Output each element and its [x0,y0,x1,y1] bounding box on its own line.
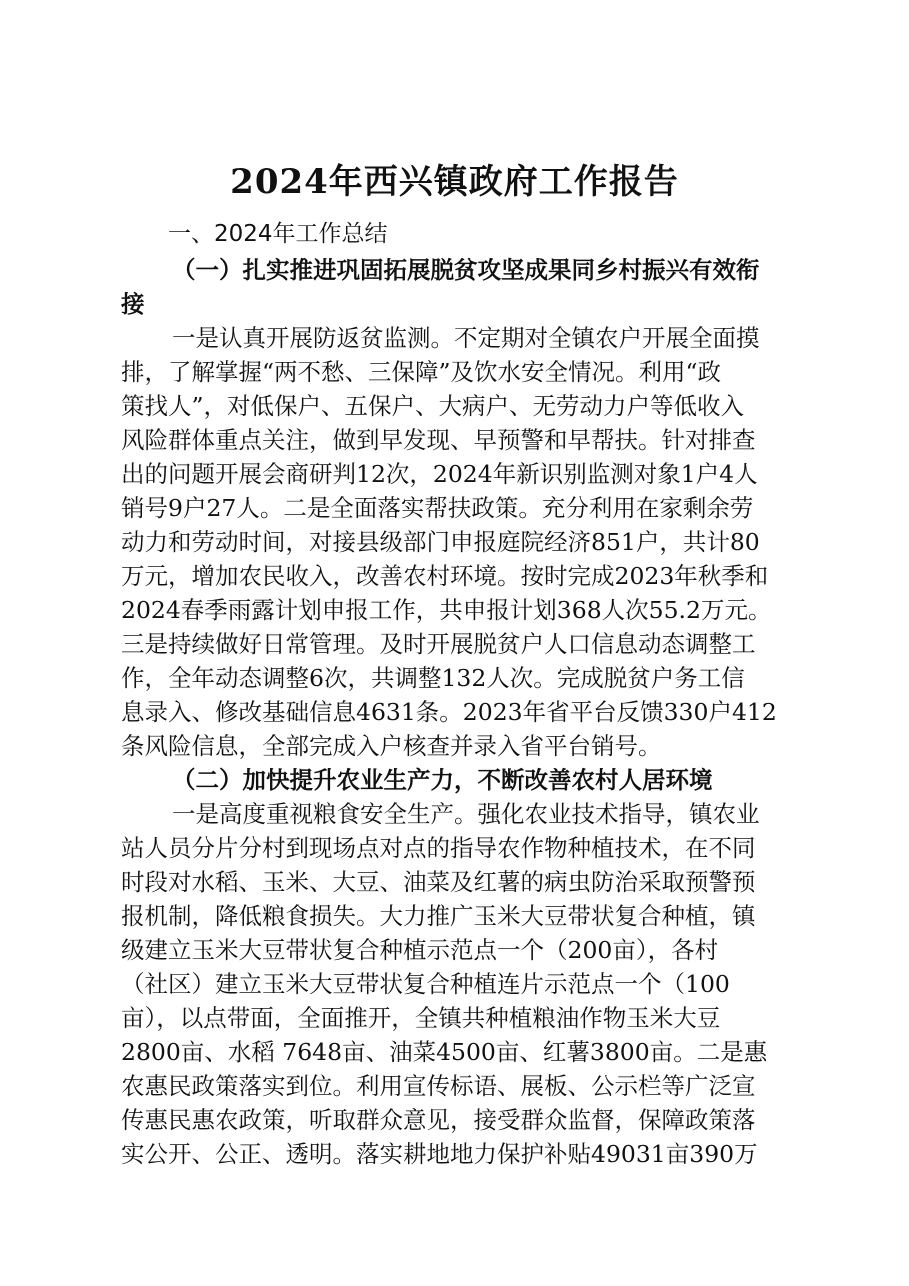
paragraph-line: 风险群体重点关注，做到早发现、早预警和早帮扶。针对排查 [121,426,756,454]
paragraph-line: 2024春季雨露计划申报工作，共申报计划368人次55.2万元。 [121,596,772,624]
paragraph-line: 息录入、修改基础信息4631条。2023年省平台反馈330户412 [121,698,777,726]
paragraph-line: 级建立玉米大豆带状复合种植示范点一个（200亩），各村 [121,936,719,964]
section-heading: 一、2024年工作总结 [168,221,388,247]
paragraph-line: （社区）建立玉米大豆带状复合种植连片示范点一个（100 [121,970,730,998]
paragraph-line: 时段对水稻、玉米、大豆、油菜及红薯的病虫防治采取预警预 [121,868,756,896]
paragraph-line: 2800亩、水稻 7648亩、油菜4500亩、红薯3800亩。二是惠 [121,1038,768,1066]
paragraph-line: 报机制，降低粮食损失。大力推广玉米大豆带状复合种植，镇 [121,902,756,930]
paragraph-line: 实公开、公正、透明。落实耕地地力保护补贴49031亩390万 [121,1140,758,1168]
paragraph-line: 万元，增加农民收入，改善农村环境。按时完成2023年秋季和 [121,562,769,590]
subsection-heading: （一）扎实推进巩固拓展脱贫攻坚成果同乡村振兴有效衔 [172,256,760,284]
document-title: 2024年西兴镇政府工作报告 [230,162,679,202]
paragraph-line: 销号9户27人。二是全面落实帮扶政策。充分利用在家剩余劳 [121,494,754,522]
paragraph-line: 站人员分片分村到现场点对点的指导农作物种植技术，在不同 [121,834,756,862]
paragraph-line: 动力和劳动时间，对接县级部门申报庭院经济851户，共计80 [121,528,760,556]
paragraph-line: 作，全年动态调整6次，共调整132人次。完成脱贫户务工信 [121,664,745,692]
paragraph-line: 条风险信息，全部完成入户核查并录入省平台销号。 [121,732,662,760]
paragraph-line: 传惠民惠农政策，听取群众意见，接受群众监督，保障政策落 [121,1106,756,1134]
paragraph-line: 一是高度重视粮食安全生产。强化农业技术指导，镇农业 [172,800,760,828]
subsection-heading-cont: 接 [121,290,145,318]
paragraph-line: 三是持续做好日常管理。及时开展脱贫户人口信息动态调整工 [121,630,756,658]
subsection-heading: （二）加快提升农业生产力，不断改善农村人居环境 [172,766,713,794]
paragraph-line: 一是认真开展防返贫监测。不定期对全镇农户开展全面摸 [172,324,760,352]
paragraph-line: 排，了解掌握“两不愁、三保障”及饮水安全情况。利用“政 [121,358,722,386]
paragraph-line: 农惠民政策落实到位。利用宣传标语、展板、公示栏等广泛宣 [121,1072,756,1100]
paragraph-line: 出的问题开展会商研判12次，2024年新识别监测对象1户4人 [121,460,758,488]
paragraph-line: 亩），以点带面，全面推开，全镇共种植粮油作物玉米大豆 [121,1004,721,1032]
paragraph-line: 策找人”，对低保户、五保户、大病户、无劳动力户等低收入 [121,392,745,420]
